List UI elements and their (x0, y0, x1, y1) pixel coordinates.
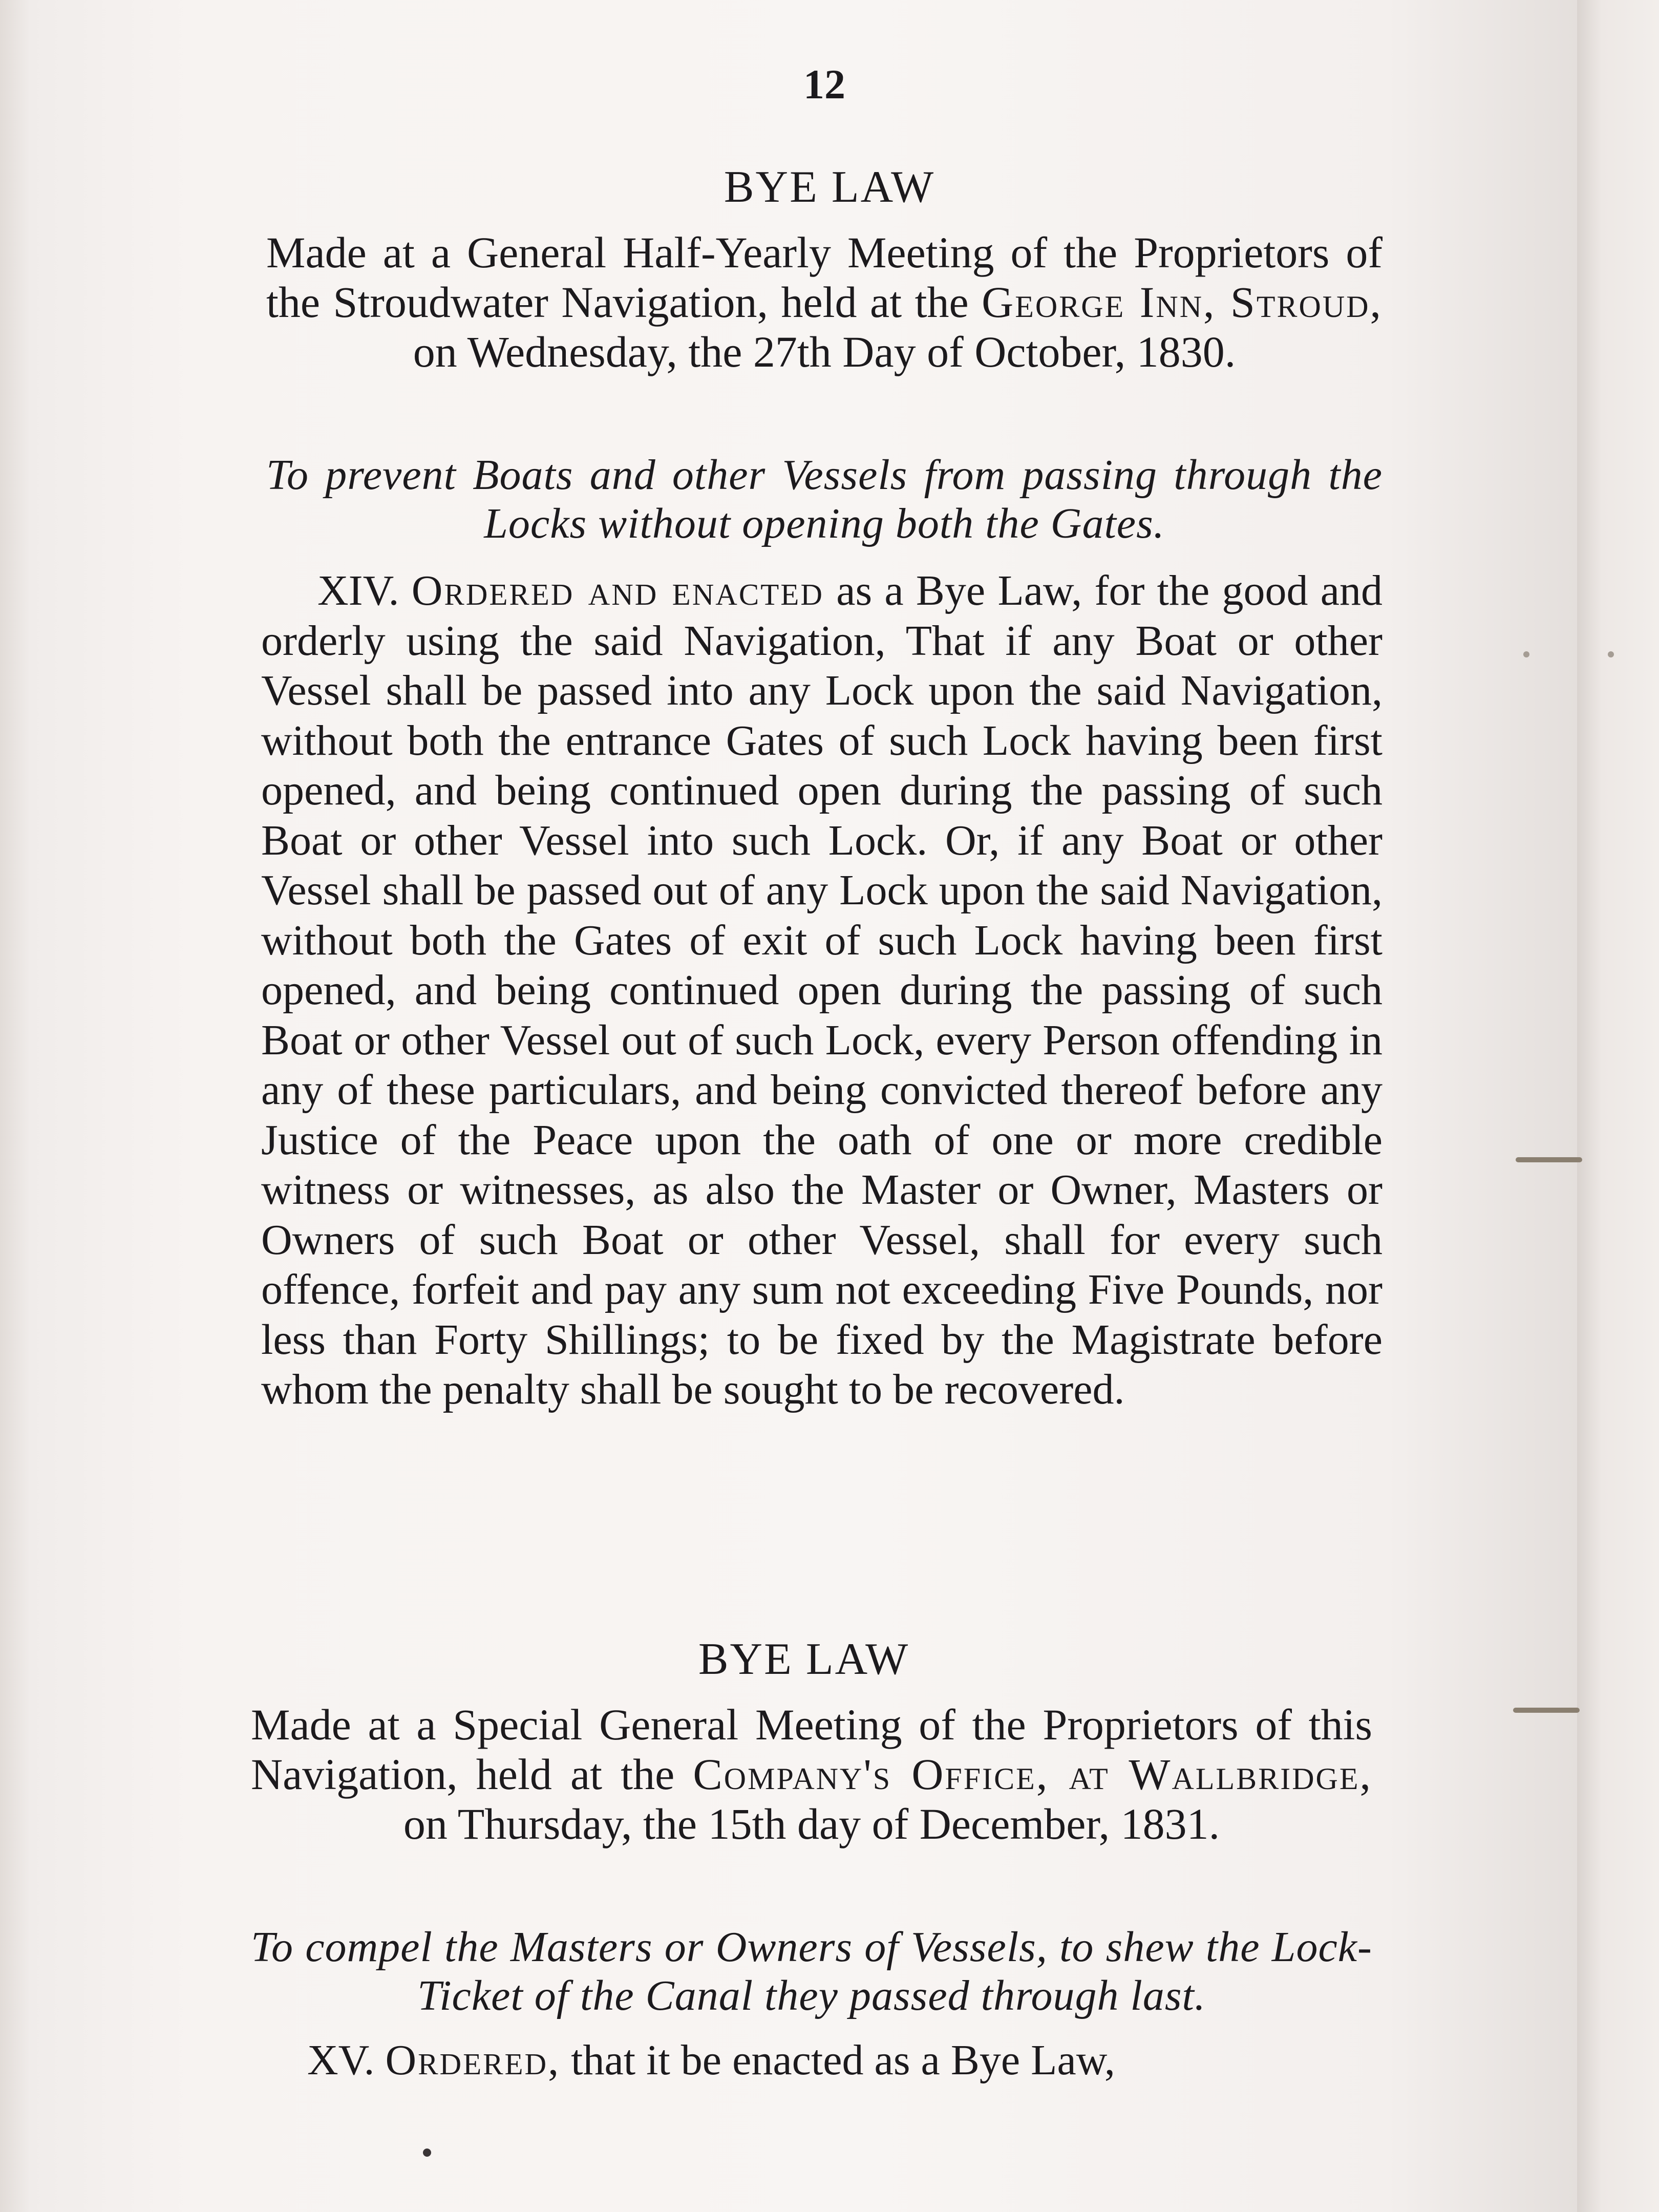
meeting-place: George Inn, Stroud, (982, 278, 1383, 327)
bye-law-clause (261, 566, 1382, 1415)
page-left-edge (0, 0, 31, 2212)
meeting-date: on Wednesday, the 27th Day of October, 1830. (413, 327, 1236, 376)
page-number: 12 (803, 61, 845, 108)
bye-law-subject: To prevent Boats and other Vessels from passing through the Locks without opening both the Gates. (266, 451, 1382, 547)
clause-number: XV. (307, 2036, 375, 2084)
binding-hole (1608, 651, 1614, 657)
binding-hole (1523, 651, 1529, 657)
bye-law-heading: BYE LAW (698, 1634, 910, 1684)
clause-text: that it be enacted as a Bye Law, (571, 2036, 1115, 2084)
binding-gutter (1577, 0, 1659, 2212)
meeting-place: Company's Office, at Wallbridge, (693, 1750, 1373, 1799)
clause-number: XIV. (317, 567, 399, 614)
bye-law-preamble (251, 1700, 1372, 1849)
bye-law-subject: To compel the Masters or Owners of Vessels, to shew the Lock-Ticket of the Canal they passed through last. (251, 1923, 1372, 2019)
bye-law-heading: BYE LAW (724, 162, 935, 212)
bye-law-preamble (266, 228, 1382, 377)
bye-law-clause (251, 2035, 1372, 2086)
clause-text: as a Bye Law, for the good and orderly using the said Navigation, That if any Boat or other Vessel shall be passed into any Lock upon the said Navigation, without both the entrance Gates of such Lock having been first opened, and being continued open during the passing of such Boat or other Vessel into such Lock. Or, if any Boat or other Vessel shall be passed out of any Lock upon the said Navigation, without both the Gates of exit of such Lock having been first opened, and being continued open during the passing of such Boat or other Vessel out of such Lock, every Person offending in any of these particulars, and being convicted thereof before any Justice of the Peace upon the oath of one or more credible witness or witnesses, as also the Master or Owner, Masters or Owners of such Boat or other Vessel, shall for every such offence, forfeit and pay any sum not exceeding Five Pounds, nor less than Forty Shillings; to be fixed by the Magistrate before whom the penalty shall be sought to be recovered. (261, 567, 1383, 1413)
binding-stitch-lower (1513, 1708, 1580, 1713)
binding-stitch-upper (1516, 1157, 1582, 1162)
clause-lead: Ordered and enacted (411, 567, 824, 614)
clause-lead: Ordered, (385, 2036, 561, 2084)
ink-spot (423, 2149, 431, 2157)
preamble-text: Made at a General Half-Yearly Meeting of the Proprietors of the Stroudwater Navigation, held at the (266, 228, 1382, 327)
meeting-date: on Thursday, the 15th day of December, 1831. (403, 1799, 1220, 1848)
preamble-text: Made at a Special General Meeting of the Proprietors of this Navigation, held at the (251, 1700, 1372, 1799)
